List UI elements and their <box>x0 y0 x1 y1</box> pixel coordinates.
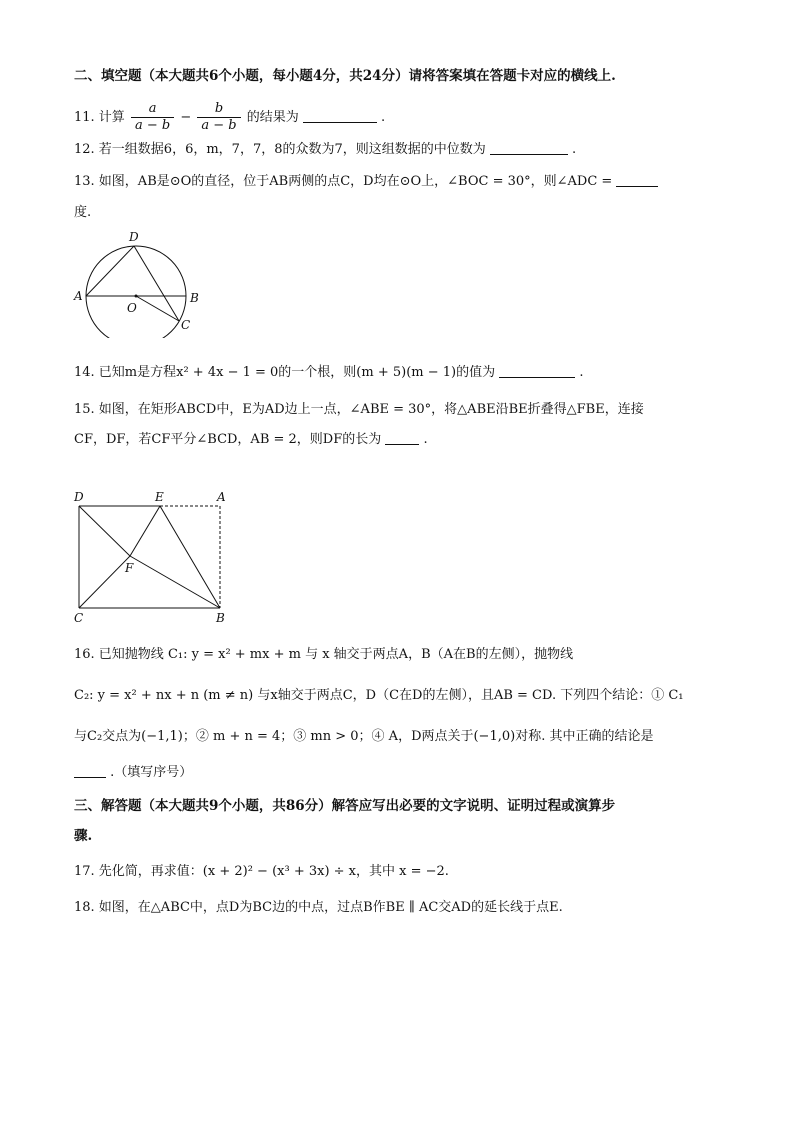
label-o: O <box>127 301 137 315</box>
question-18: 18. 如图，在△ABC中，点D为BC边的中点，过点B作BE ∥ AC交AD的延长线于点E. <box>74 900 563 915</box>
q11-suffix: 的结果为 <box>246 110 299 125</box>
q16-line2: C₂: y = x² + nx + n (m ≠ n) 与x轴交于两点C，D（C在D的左侧），且AB = CD. 下列四个结论：① C₁ <box>74 688 684 703</box>
label-a: A <box>74 289 83 303</box>
segment-fb <box>130 556 220 608</box>
q11-frac2-numerator: b <box>197 101 240 118</box>
section2-heading: 二、填空题（本大题共6个小题，每小题4分，共24分）请将答案填在答题卡对应的横线上. <box>74 68 616 84</box>
q16-line1: 16. 已知抛物线 C₁: y = x² + mx + m 与 x 轴交于两点A，B（A在B的左侧），抛物线 <box>74 647 574 662</box>
q13-answer-blank[interactable] <box>616 172 658 187</box>
circle-o <box>86 246 186 338</box>
q15-line2-text: CF，DF，若CF平分∠BCD，AB = 2，则DF的长为 <box>74 432 382 447</box>
q14-text: 14. 已知m是方程x² + 4x − 1 = 0的一个根，则(m + 5)(m − 1)的值为 <box>74 365 496 380</box>
segment-oc <box>136 296 179 321</box>
label-d: D <box>129 230 139 244</box>
segment-dc <box>134 246 179 321</box>
q13-line2: 度. <box>74 205 92 220</box>
q11-frac1-denominator: a − b <box>134 118 171 133</box>
q15-end: . <box>423 432 428 447</box>
q11-minus: − <box>180 110 192 125</box>
q16-line3: 与C₂交点为(−1,1)；② m + n = 4；③ mn > 0；④ A，D两点关于(−1,0)对称. 其中正确的结论是 <box>74 729 654 744</box>
label-a: A <box>217 490 226 504</box>
segment-cf <box>79 556 130 608</box>
q12-end: . <box>572 142 577 157</box>
question-12 <box>74 140 576 160</box>
question-17: 17. 先化简，再求值：(x + 2)² − (x³ + 3x) ÷ x，其中 x = −2. <box>74 864 449 879</box>
q12-text: 12. 若一组数据6，6，m，7，7，8的众数为7，则这组数据的中位数为 <box>74 142 486 157</box>
q11-frac2-denominator: a − b <box>201 118 237 133</box>
label-c: C <box>181 318 191 332</box>
q11-answer-blank[interactable] <box>303 108 377 123</box>
q15-answer-blank[interactable] <box>385 430 419 445</box>
q11-end: . <box>381 110 386 125</box>
question-11 <box>74 98 385 138</box>
segment-eb <box>160 506 220 608</box>
label-f: F <box>125 561 134 575</box>
figure-15-rectangle <box>66 488 246 628</box>
q11-fraction-2 <box>197 101 240 134</box>
segment-df <box>79 506 130 556</box>
section3-heading-line2: 骤. <box>74 828 93 844</box>
q15-line1: 15. 如图，在矩形ABCD中，E为AD边上一点，∠ABE = 30°，将△ABE沿BE折叠得△FBE，连接 <box>74 402 644 417</box>
q16-line4-suffix: .（填写序号） <box>110 765 193 780</box>
label-c: C <box>74 611 84 625</box>
q12-answer-blank[interactable] <box>490 140 568 155</box>
q11-prefix: 11. 计算 <box>74 110 125 125</box>
q14-answer-blank[interactable] <box>499 363 575 378</box>
question-13 <box>74 172 658 192</box>
label-e: E <box>155 490 164 504</box>
q11-frac1-numerator: a <box>131 101 174 118</box>
question-14 <box>74 363 584 383</box>
section3-heading-line1: 三、解答题（本大题共9个小题，共86分）解答应写出必要的文字说明、证明过程或演算步 <box>74 798 616 814</box>
question-15-line2 <box>74 430 428 450</box>
figure-13-circle <box>70 228 210 338</box>
label-b: B <box>216 611 225 625</box>
question-16-line4 <box>74 763 192 783</box>
q11-fraction-1 <box>131 101 174 134</box>
q14-end: . <box>579 365 584 380</box>
label-d: D <box>74 490 84 504</box>
segment-ef <box>130 506 160 556</box>
center-dot <box>135 295 138 298</box>
q16-answer-blank[interactable] <box>74 763 106 778</box>
q13-text: 13. 如图，AB是⊙O的直径，位于AB两侧的点C，D均在⊙O上，∠BOC = 30°，则∠ADC = <box>74 174 613 189</box>
label-b: B <box>190 291 199 305</box>
